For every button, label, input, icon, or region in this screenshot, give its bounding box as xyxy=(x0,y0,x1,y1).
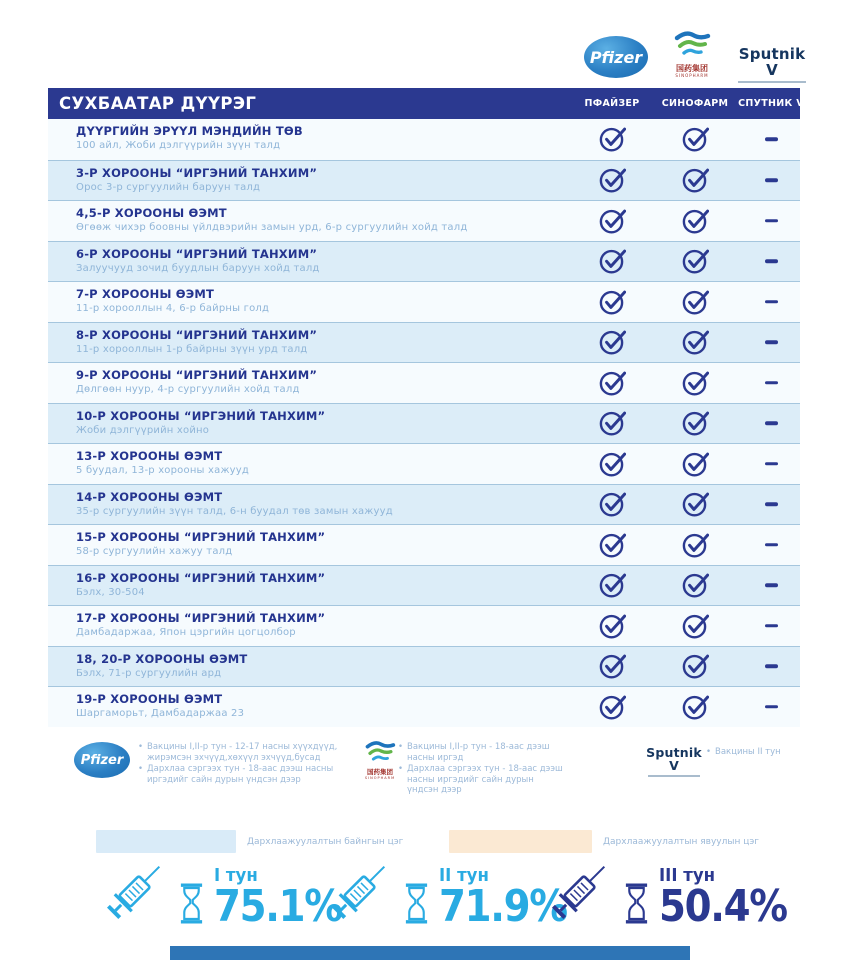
center-address: 5 буудал, 13-р хорооны хажууд xyxy=(76,465,250,476)
syringe-icon xyxy=(98,852,174,928)
center-name: 14-Р ХОРООНЫ ӨЭМТ xyxy=(76,489,223,504)
column-header-pfizer: ПФАЙЗЕР xyxy=(584,98,640,109)
sinopharm-legend-notes xyxy=(398,742,566,797)
center-name: 7-Р ХОРООНЫ ӨЭМТ xyxy=(76,287,215,301)
check-icon xyxy=(682,207,709,234)
pfizer-availability-cell xyxy=(584,207,640,234)
table-row xyxy=(48,565,800,606)
no-vaccine-dash-icon xyxy=(765,219,778,223)
table-body xyxy=(48,119,800,727)
table-row xyxy=(48,362,800,403)
check-icon xyxy=(599,653,626,680)
sputnik-logo-text: Sputnik V xyxy=(646,745,702,773)
sputnik-availability-cell xyxy=(743,179,799,183)
sputnik-tagline xyxy=(738,81,806,83)
check-icon xyxy=(599,369,626,396)
table-row xyxy=(48,484,800,525)
no-vaccine-dash-icon xyxy=(765,179,778,183)
sinopharm-availability-cell xyxy=(667,693,723,720)
hourglass-icon xyxy=(623,881,650,926)
dose-percent: 75.1% xyxy=(214,881,342,932)
sinopharm-availability-cell xyxy=(667,491,723,518)
center-name: 18, 20-Р ХОРООНЫ ӨЭМТ xyxy=(76,651,248,666)
table-row xyxy=(48,524,800,565)
table-row xyxy=(48,241,800,282)
check-icon xyxy=(682,491,709,518)
center-name: 4,5-Р ХОРООНЫ ӨЭМТ xyxy=(76,206,227,220)
sputnik-availability-cell xyxy=(743,624,799,628)
pfizer-availability-cell xyxy=(584,369,640,396)
no-vaccine-dash-icon xyxy=(765,584,778,588)
bottom-accent-bar xyxy=(170,946,690,960)
center-address: Өгөөж чихэр боовны үйлдвэрийн замын урд, 6-р сургуулийн хойд талд xyxy=(76,222,468,233)
sputnik-availability-cell xyxy=(743,381,799,385)
pfizer-logo-text: Pfizer xyxy=(589,47,643,67)
legend-note: • Вакцины I,II-р тун - 12-17 насны хүүхдүүд, жирэмсэн эхчүүд,хөхүүл эхчүүд,бусад xyxy=(138,742,346,763)
sinopharm-en-text: SINOPHARM xyxy=(675,73,709,78)
check-icon xyxy=(599,288,626,315)
no-vaccine-dash-icon xyxy=(765,422,778,426)
no-vaccine-dash-icon xyxy=(765,503,778,507)
center-name: ДҮҮРГИЙН ЭРҮҮЛ МЭНДИЙН ТӨВ xyxy=(76,124,303,138)
sputnik-availability-cell xyxy=(743,665,799,669)
dose-stat-text xyxy=(659,865,804,932)
sputnik-availability-cell xyxy=(743,341,799,345)
check-icon xyxy=(682,612,709,639)
sputnik-tagline xyxy=(648,775,700,777)
pfizer-availability-cell xyxy=(584,531,640,558)
center-address: 35-р сургуулийн зүүн талд, 6-н буудал төв замын хажууд xyxy=(76,505,393,517)
table-row xyxy=(48,281,800,322)
center-address: Бэлх, 71-р сургуулийн ард xyxy=(76,667,222,679)
sinopharm-legend-logo xyxy=(360,740,400,781)
mobile-point-swatch xyxy=(449,830,592,853)
check-icon xyxy=(599,410,626,437)
check-icon xyxy=(682,288,709,315)
check-icon xyxy=(599,126,626,153)
check-icon xyxy=(682,329,709,356)
check-icon xyxy=(682,693,709,720)
no-vaccine-dash-icon xyxy=(765,300,778,304)
center-address: 11-р хорооллын 1-р байрны зүүн урд талд xyxy=(76,343,308,355)
no-vaccine-dash-icon xyxy=(765,665,778,669)
no-vaccine-dash-icon xyxy=(765,138,778,142)
check-icon xyxy=(682,410,709,437)
sputnik-availability-cell xyxy=(743,503,799,507)
center-name: 13-Р ХОРООНЫ ӨЭМТ xyxy=(76,449,223,463)
vaccination-centers-table xyxy=(48,88,804,727)
check-icon xyxy=(682,167,709,194)
sinopharm-availability-cell xyxy=(667,288,723,315)
check-icon xyxy=(599,167,626,194)
mobile-point-label: Дархлаажуулалтын явуулын цэг xyxy=(603,837,760,847)
center-name: 16-Р ХОРООНЫ “ИРГЭНИЙ ТАНХИМ” xyxy=(76,570,326,585)
sinopharm-availability-cell xyxy=(667,612,723,639)
center-address: Бэлх, 30-504 xyxy=(76,586,145,598)
check-icon xyxy=(599,450,626,477)
table-row xyxy=(48,646,800,687)
center-address: 58-р сургуулийн хажуу талд xyxy=(76,546,233,557)
center-address: Жоби дэлгүүрийн хойно xyxy=(76,424,210,436)
top-logo-row xyxy=(0,0,856,86)
sinopharm-waves-icon xyxy=(673,30,711,60)
pfizer-logo-text: Pfizer xyxy=(80,752,124,768)
pfizer-legend-logo xyxy=(74,742,130,778)
center-name: 10-Р ХОРООНЫ “ИРГЭНИЙ ТАНХИМ” xyxy=(76,408,326,423)
dose-percent: 50.4% xyxy=(659,881,787,932)
sinopharm-logo xyxy=(664,30,720,78)
pfizer-availability-cell xyxy=(584,329,640,356)
pfizer-availability-cell xyxy=(584,288,640,315)
table-row xyxy=(48,160,800,201)
check-icon xyxy=(599,491,626,518)
sinopharm-availability-cell xyxy=(667,653,723,680)
sputnik-availability-cell xyxy=(743,422,799,426)
dose-percent: 71.9% xyxy=(439,881,567,932)
check-icon xyxy=(682,531,709,558)
district-title: СУХБААТАР ДҮҮРЭГ xyxy=(59,94,257,113)
center-address: Дөлгөөн нуур, 4-р сургуулийн хойд талд xyxy=(76,384,300,395)
check-icon xyxy=(682,653,709,680)
center-name: 19-Р ХОРООНЫ ӨЭМТ xyxy=(76,692,223,706)
no-vaccine-dash-icon xyxy=(765,341,778,345)
sinopharm-availability-cell xyxy=(667,126,723,153)
check-icon xyxy=(599,531,626,558)
sinopharm-availability-cell xyxy=(667,329,723,356)
sputnik-legend-notes xyxy=(706,747,816,759)
center-address: Дамбадаржаа, Япон цэргийн цогцолбор xyxy=(76,627,296,638)
sputnik-availability-cell xyxy=(743,705,799,709)
syringe-icon xyxy=(323,852,399,928)
sinopharm-en-text: SINOPHARM xyxy=(364,776,396,780)
table-row xyxy=(48,403,800,444)
sputnik-logo xyxy=(732,46,812,83)
pfizer-availability-cell xyxy=(584,653,640,680)
dose-label: II тун xyxy=(439,865,489,886)
sputnik-availability-cell xyxy=(743,219,799,223)
sinopharm-availability-cell xyxy=(667,167,723,194)
pfizer-legend-notes xyxy=(138,742,346,786)
check-icon xyxy=(682,248,709,275)
center-name: 15-Р ХОРООНЫ “ИРГЭНИЙ ТАНХИМ” xyxy=(76,530,326,544)
dose-label: I тун xyxy=(214,865,258,886)
check-icon xyxy=(682,126,709,153)
check-icon xyxy=(599,612,626,639)
sputnik-logo-text: Sputnik V xyxy=(738,45,806,79)
sputnik-legend-logo xyxy=(642,746,706,777)
legend-note: • Вакцины I,II-р тун - 18-аас дээш насны иргэд xyxy=(398,742,566,763)
center-address: 11-р хорооллын 4, 6-р байрны голд xyxy=(76,303,270,314)
sinopharm-cn-text: 国药集团 xyxy=(367,768,393,776)
legend-note: • Дархлаа сэргээх тун - 18-аас дээш насны иргэдийг сайн дурын үндсэн дээр xyxy=(138,764,346,785)
center-name: 3-Р ХОРООНЫ “ИРГЭНИЙ ТАНХИМ” xyxy=(76,165,318,180)
table-header xyxy=(48,88,804,119)
center-address: Орос 3-р сургуулийн баруун талд xyxy=(76,181,261,193)
no-vaccine-dash-icon xyxy=(765,462,778,466)
pfizer-availability-cell xyxy=(584,410,640,437)
center-address: Залуучууд зочид буудлын баруун хойд талд xyxy=(76,262,320,274)
sinopharm-availability-cell xyxy=(667,531,723,558)
permanent-point-label: Дархлаажуулалтын байнгын цэг xyxy=(247,837,404,847)
column-header-sinopharm: СИНОФАРМ xyxy=(661,98,729,109)
syringe-icon xyxy=(543,852,619,928)
check-icon xyxy=(599,248,626,275)
table-row xyxy=(48,200,800,241)
sputnik-availability-cell xyxy=(743,543,799,547)
check-icon xyxy=(599,693,626,720)
check-icon xyxy=(682,369,709,396)
pfizer-availability-cell xyxy=(584,612,640,639)
column-header-sputnik: СПУТНИК V xyxy=(738,98,804,109)
pfizer-availability-cell xyxy=(584,572,640,599)
sinopharm-availability-cell xyxy=(667,450,723,477)
sinopharm-waves-icon xyxy=(364,740,396,765)
check-icon xyxy=(599,207,626,234)
pfizer-availability-cell xyxy=(584,248,640,275)
pfizer-availability-cell xyxy=(584,450,640,477)
legend-note: • Дархлаа сэргээх тун - 18-аас дээш насны иргэдийг сайн дурын үндсэн дээр xyxy=(398,764,566,796)
sputnik-availability-cell xyxy=(743,584,799,588)
dose-stat xyxy=(98,852,359,932)
sinopharm-availability-cell xyxy=(667,248,723,275)
center-name: 17-Р ХОРООНЫ “ИРГЭНИЙ ТАНХИМ” xyxy=(76,611,326,625)
table-row xyxy=(48,322,800,363)
center-name: 9-Р ХОРООНЫ “ИРГЭНИЙ ТАНХИМ” xyxy=(76,368,318,382)
table-row xyxy=(48,686,800,727)
no-vaccine-dash-icon xyxy=(765,543,778,547)
hourglass-icon xyxy=(178,881,205,926)
center-address: Шаргаморьт, Дамбадаржаа 23 xyxy=(76,708,245,719)
pfizer-logo xyxy=(584,36,648,78)
dose-stat xyxy=(543,852,804,932)
pfizer-availability-cell xyxy=(584,167,640,194)
no-vaccine-dash-icon xyxy=(765,624,778,628)
sputnik-availability-cell xyxy=(743,462,799,466)
no-vaccine-dash-icon xyxy=(765,260,778,264)
sinopharm-availability-cell xyxy=(667,410,723,437)
center-name: 8-Р ХОРООНЫ “ИРГЭНИЙ ТАНХИМ” xyxy=(76,327,318,342)
center-address: 100 айл, Жоби дэлгүүрийн зүүн талд xyxy=(76,140,281,151)
dose-label: III тун xyxy=(659,865,716,886)
pfizer-availability-cell xyxy=(584,693,640,720)
check-icon xyxy=(599,572,626,599)
hourglass-icon xyxy=(403,881,430,926)
sputnik-availability-cell xyxy=(743,138,799,142)
sinopharm-availability-cell xyxy=(667,207,723,234)
legend-note: • Вакцины II тун xyxy=(706,747,816,758)
table-row xyxy=(48,443,800,484)
dose-coverage-stats xyxy=(0,852,856,936)
sinopharm-availability-cell xyxy=(667,369,723,396)
vaccine-legend xyxy=(0,738,856,808)
pfizer-availability-cell xyxy=(584,126,640,153)
permanent-point-swatch xyxy=(96,830,236,853)
sputnik-availability-cell xyxy=(743,260,799,264)
check-icon xyxy=(682,450,709,477)
no-vaccine-dash-icon xyxy=(765,705,778,709)
no-vaccine-dash-icon xyxy=(765,381,778,385)
pfizer-availability-cell xyxy=(584,491,640,518)
sinopharm-cn-text: 国药集团 xyxy=(676,64,708,73)
center-name: 6-Р ХОРООНЫ “ИРГЭНИЙ ТАНХИМ” xyxy=(76,246,318,261)
check-icon xyxy=(682,572,709,599)
check-icon xyxy=(599,329,626,356)
table-row xyxy=(48,119,800,160)
sinopharm-availability-cell xyxy=(667,572,723,599)
sputnik-availability-cell xyxy=(743,300,799,304)
table-row xyxy=(48,605,800,646)
